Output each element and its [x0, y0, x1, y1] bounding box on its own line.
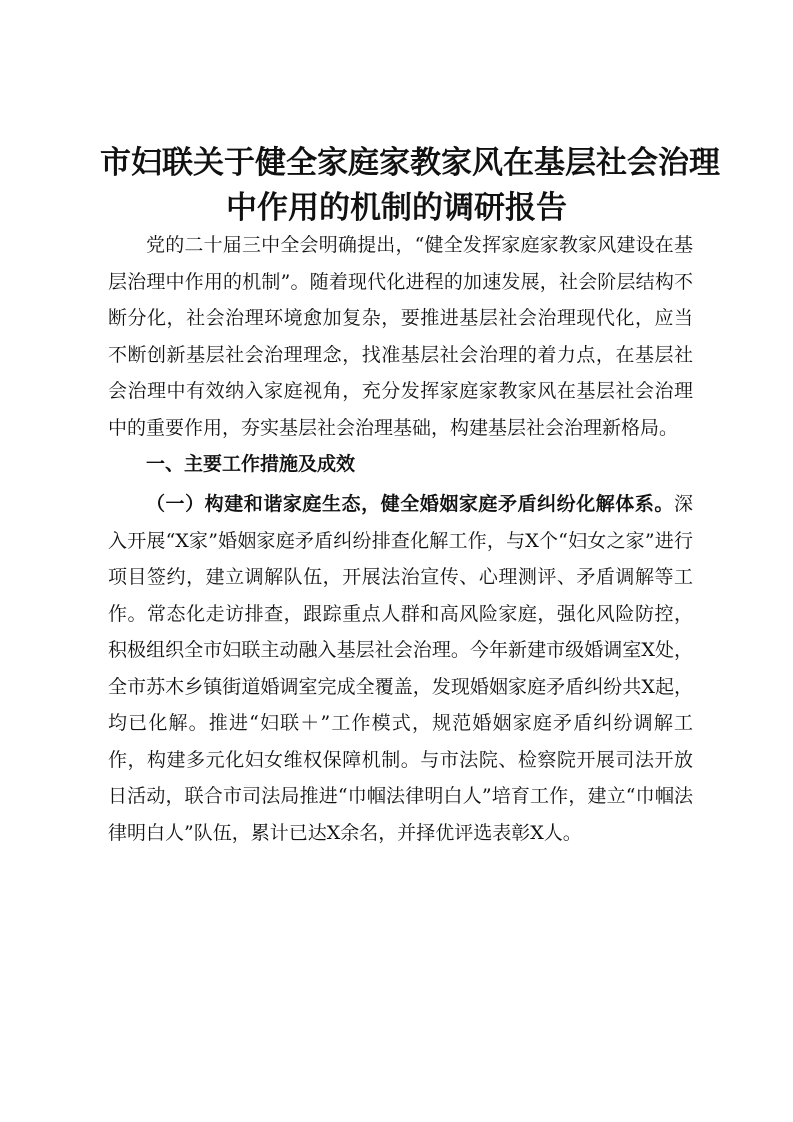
document-body	[108, 227, 693, 851]
section-heading-1: 一、主要工作措施及成效	[146, 453, 356, 475]
document-title-line-2: 中作用的机制的调研报告	[226, 190, 567, 226]
intro-paragraph: 党的二十届三中全会明确提出，“健全发挥家庭家教家风建设在基层治理中作用的机制”。随着现代化进程的加速发展，社会阶层结构不断分化，社会治理环境愈加复杂，要推进基层社会治理现代化，应当不断创新基层社会治理理念，找准基层社会治理的着力点，在基层社会治理中有效纳入家庭视角，充分发挥家庭家教家风在基层社会治理中的重要作用，夯实基层社会治理基础，构建基层社会治理新格局。	[108, 234, 693, 439]
document-title-line-1: 市妇联关于健全家庭家教家风在基层社会治理	[100, 145, 720, 181]
subsection-body-1: 深入开展“X家”婚姻家庭矛盾纠纷排查化解工作，与X个“妇女之家”进行项目签约，建立调解队伍，开展法治宣传、心理测评、矛盾调解等工作。常态化走访排查，跟踪重点人群和高风险家庭，强化风险防控，积极组织全市妇联主动融入基层社会治理。今年新建市级婚调室X处，全市苏木乡镇街道婚调室完成全覆盖，发现婚姻家庭矛盾纠纷共X起，均已化解。推进“妇联＋”工作模式，规范婚姻家庭矛盾纠纷调解工作，构建多元化妇女维权保障机制。与市法院、检察院开展司法开放日活动，联合市司法局推进“巾帼法律明白人”培育工作，建立“巾帼法律明白人”队伍，累计已达X余名，并择优评选表彰X人。	[108, 493, 693, 844]
subsection-paragraph-1	[108, 486, 693, 851]
subsection-heading-1: （一）构建和谐家庭生态，健全婚姻家庭矛盾纠纷化解体系。	[146, 493, 674, 515]
